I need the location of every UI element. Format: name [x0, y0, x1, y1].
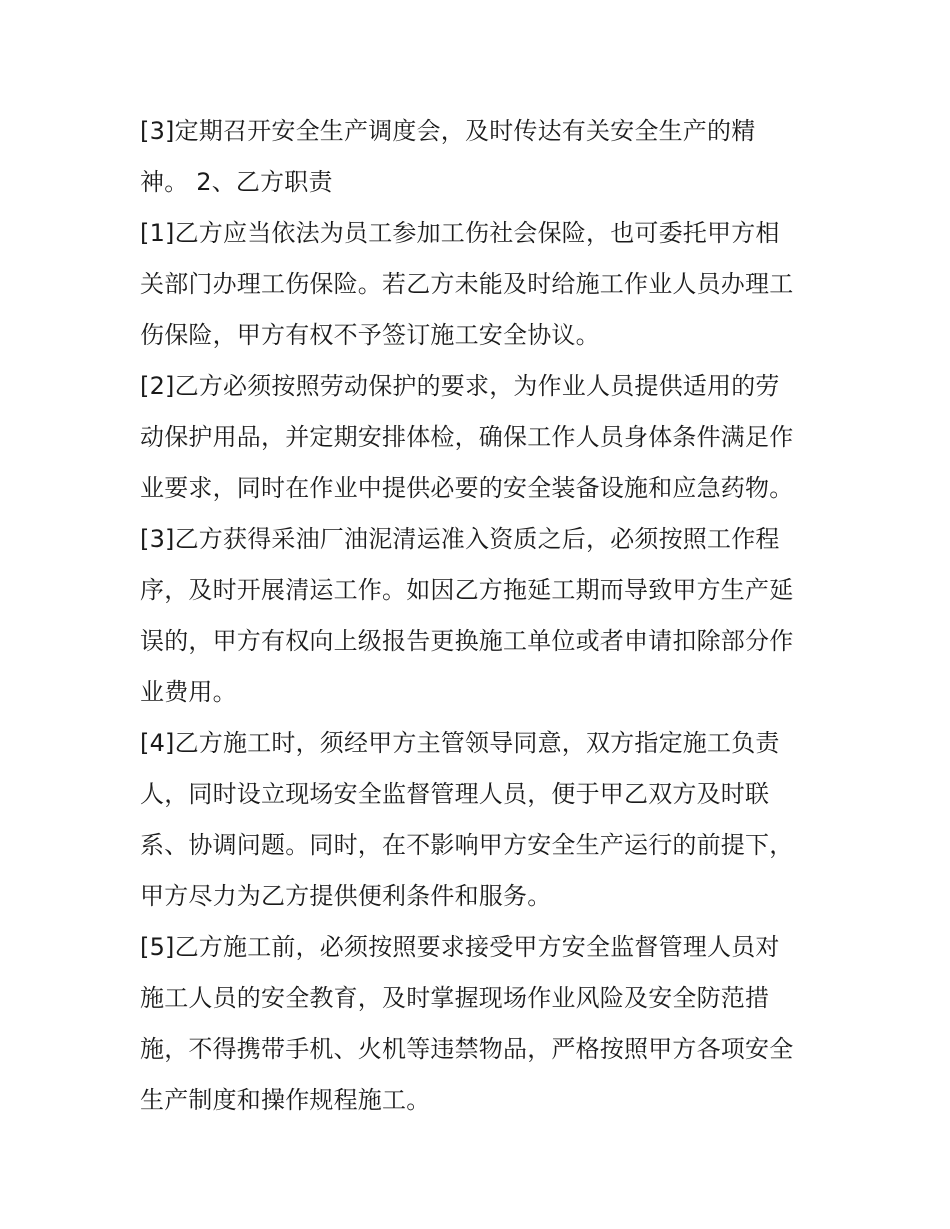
text-line: 关部门办理工伤保险。若乙方未能及时给施工作业人员办理工 — [140, 270, 794, 298]
text-line: 甲方尽力为乙方提供便利条件和服务。 — [140, 882, 552, 910]
text-line: 神。 2、乙方职责 — [140, 168, 333, 196]
text-line: 序，及时开展清运工作。如因乙方拖延工期而导致甲方生产延 — [140, 576, 794, 604]
text-line: 业要求，同时在作业中提供必要的安全装备设施和应急药物。 — [140, 474, 794, 502]
text-line: 施，不得携带手机、火机等违禁物品，严格按照甲方各项安全 — [140, 1035, 794, 1063]
text-line: [1]乙方应当依法为员工参加工伤社会保险，也可委托甲方相 — [140, 219, 780, 247]
text-line: 动保护用品，并定期安排体检，确保工作人员身体条件满足作 — [140, 423, 794, 451]
text-line: 业费用。 — [140, 678, 237, 706]
text-line: [3]乙方获得采油厂油泥清运准入资质之后，必须按照工作程 — [140, 525, 780, 553]
text-line: 误的，甲方有权向上级报告更换施工单位或者申请扣除部分作 — [140, 627, 794, 655]
text-line: [4]乙方施工时，须经甲方主管领导同意，双方指定施工负责 — [140, 729, 780, 757]
text-line: 伤保险，甲方有权不予签订施工安全协议。 — [140, 321, 600, 349]
text-line: 人，同时设立现场安全监督管理人员，便于甲乙双方及时联 — [140, 780, 770, 808]
document-body — [140, 106, 815, 1126]
text-line: [5]乙方施工前，必须按照要求接受甲方安全监督管理人员对 — [140, 933, 780, 961]
text-line: 生产制度和操作规程施工。 — [140, 1086, 431, 1114]
text-line: [3]定期召开安全生产调度会，及时传达有关安全生产的精 — [140, 117, 756, 145]
text-line: 施工人员的安全教育，及时掌握现场作业风险及安全防范措 — [140, 984, 770, 1012]
text-line: 系、协调问题。同时，在不影响甲方安全生产运行的前提下， — [140, 831, 794, 859]
text-line: [2]乙方必须按照劳动保护的要求，为作业人员提供适用的劳 — [140, 372, 780, 400]
